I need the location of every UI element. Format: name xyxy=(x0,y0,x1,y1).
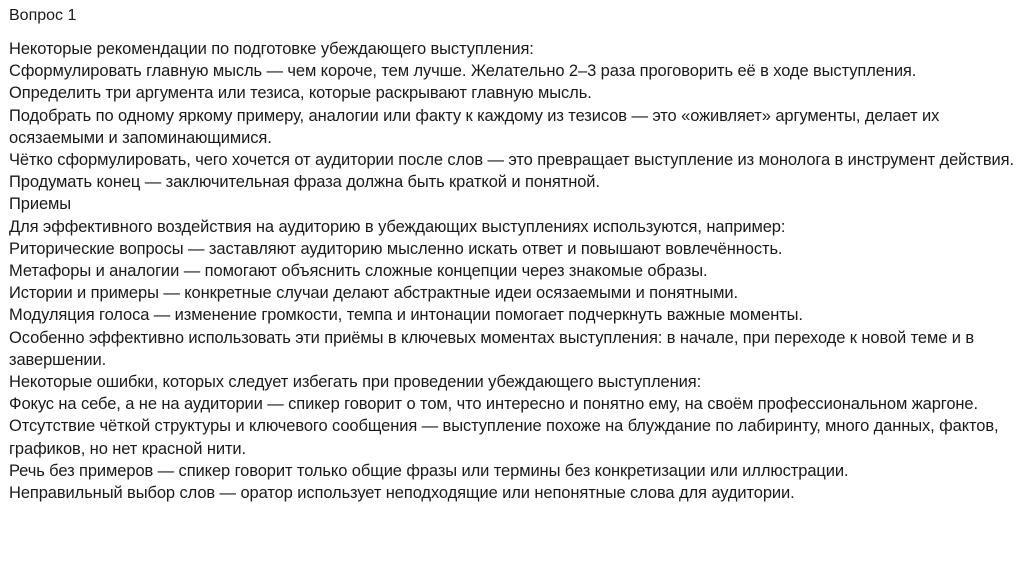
slide-body xyxy=(9,38,1021,504)
text-line: Риторические вопросы — заставляют аудиторию мысленно искать ответ и повышают вовлечённость. xyxy=(9,239,783,258)
text-line: Для эффективного воздействия на аудиторию в убеждающих выступлениях используются, например: xyxy=(9,217,786,236)
text-line: Речь без примеров — спикер говорит только общие фразы или термины без конкретизации или иллюстрации. xyxy=(9,461,849,480)
text-line: Продумать конец — заключительная фраза должна быть краткой и понятной. xyxy=(9,173,600,192)
text-line: Особенно эффективно использовать эти приёмы в ключевых моментах выступления: в начале, при переходе к новой теме и в завершении. xyxy=(9,328,975,369)
text-line: Сформулировать главную мысль — чем короче, тем лучше. Желательно 2–3 раза проговорить её в ходе выступления. xyxy=(9,62,917,81)
text-line: Фокус на себе, а не на аудитории — спикер говорит о том, что интересно и понятно ему, на своём профессиональном жаргоне. xyxy=(9,395,978,414)
text-line: Некоторые рекомендации по подготовке убеждающего выступления: xyxy=(9,40,534,58)
text-line: Подобрать по одному яркому примеру, аналогии или факту к каждому из тезисов — это «оживляет» аргументы, делает их осязаемыми и запоминающимися. xyxy=(9,106,940,147)
text-line: Истории и примеры — конкретные случаи делают абстрактные идеи осязаемыми и понятными. xyxy=(9,284,739,303)
text-line: Модуляция голоса — изменение громкости, темпа и интонации помогает подчеркнуть важные моменты. xyxy=(9,306,803,325)
text-line: Чётко сформулировать, чего хочется от аудитории после слов — это превращает выступление из монолога в инструмент действия. xyxy=(9,151,1014,170)
text-line: Некоторые ошибки, которых следует избегать при проведении убеждающего выступления: xyxy=(9,373,702,392)
text-line: Определить три аргумента или тезиса, которые раскрывают главную мысль. xyxy=(9,84,592,103)
text-line: Неправильный выбор слов — оратор использует неподходящие или непонятные слова для аудитории. xyxy=(9,484,795,503)
text-line: Метафоры и аналогии — помогают объяснить сложные концепции через знакомые образы. xyxy=(9,262,708,281)
text-line: Отсутствие чёткой структуры и ключевого сообщения — выступление похоже на блуждание по лабиринту, много данных, фактов, графиков, но нет красной нити. xyxy=(9,417,999,458)
section-heading: Приемы xyxy=(9,195,72,214)
slide-title: Вопрос 1 xyxy=(9,7,77,24)
